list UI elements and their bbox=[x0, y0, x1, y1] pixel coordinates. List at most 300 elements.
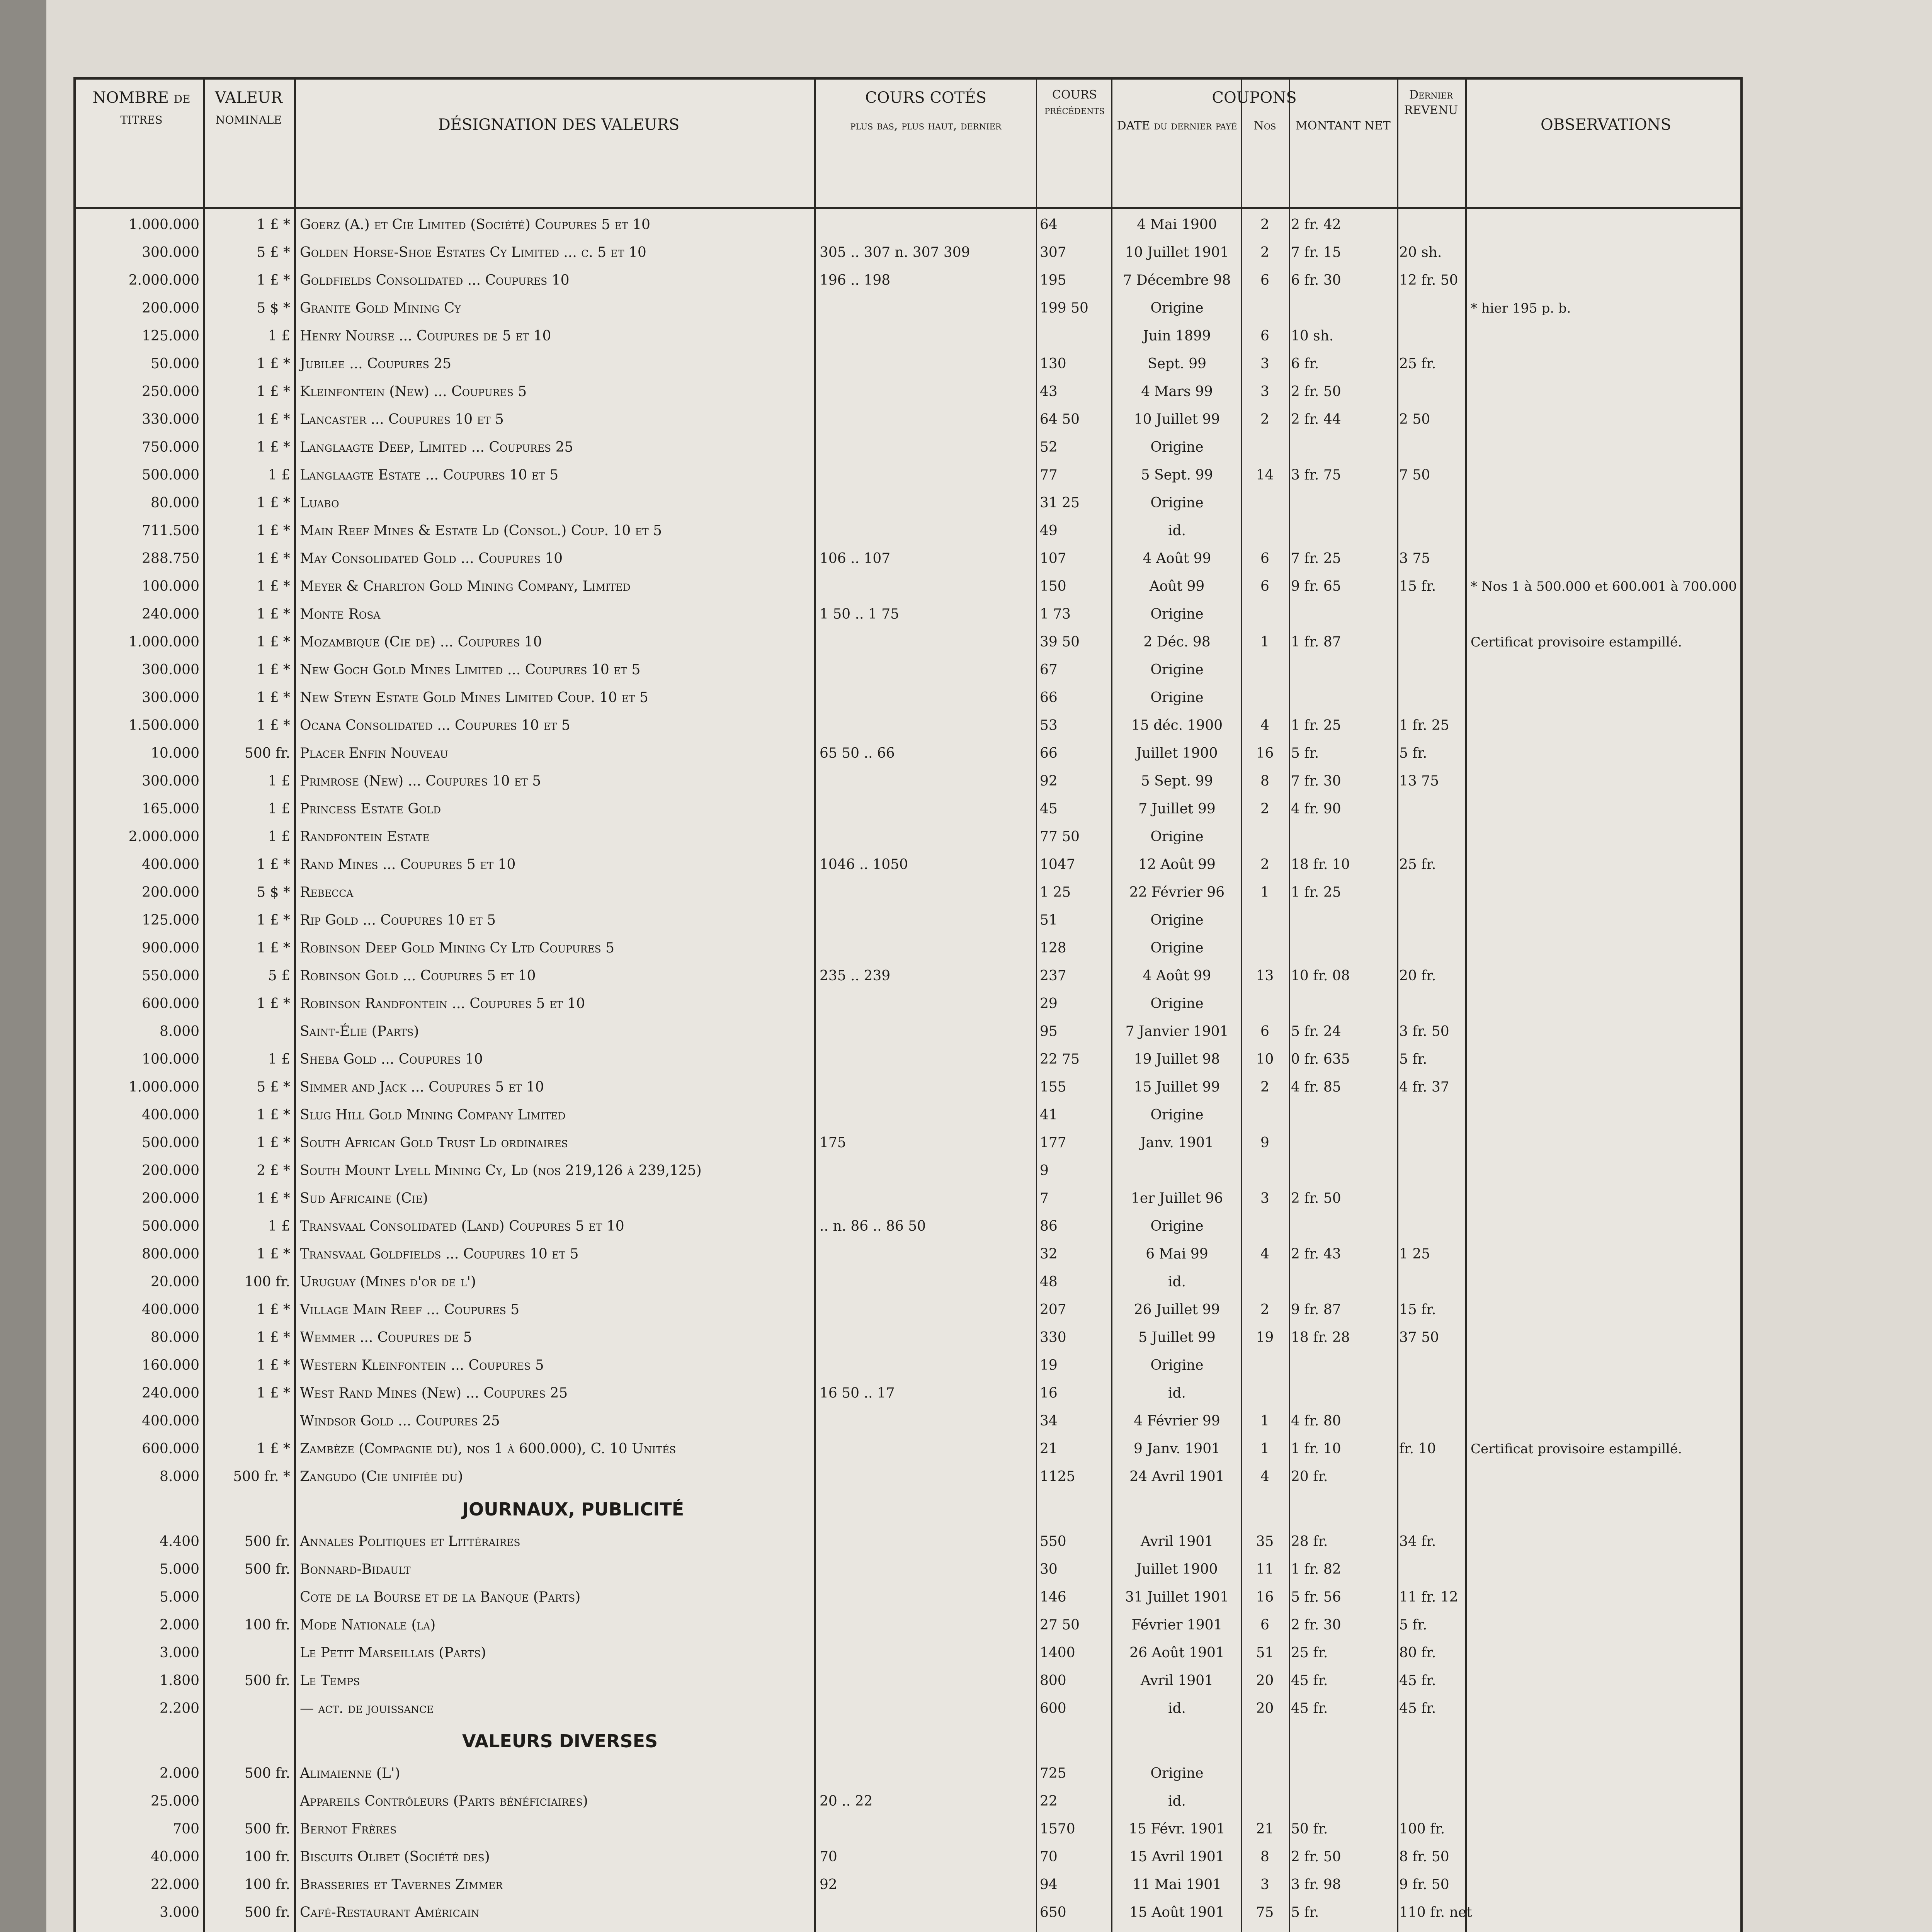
nombre-cell: 400.000 bbox=[142, 857, 199, 872]
header-montant: MONTANT NET bbox=[1296, 119, 1391, 133]
section-heading bbox=[76, 1491, 1740, 1528]
cours-precedent-cell: 237 bbox=[1040, 968, 1066, 984]
table-row bbox=[76, 906, 1740, 934]
coupon-montant-cell: 3 fr. 98 bbox=[1291, 1877, 1341, 1893]
table-row bbox=[76, 712, 1740, 740]
valeur-cell: 5 £ bbox=[268, 968, 290, 984]
designation-cell: Alimaienne (L') bbox=[300, 1765, 400, 1781]
designation-cell: Monte Rosa bbox=[300, 606, 381, 622]
designation-cell: Robinson Gold ... Coupures 5 et 10 bbox=[300, 968, 536, 984]
table-row bbox=[76, 934, 1740, 962]
coupon-numero-cell: 14 bbox=[1256, 467, 1274, 483]
designation-cell: Lancaster ... Coupures 10 et 5 bbox=[300, 412, 504, 427]
valeur-cell: 5 £ * bbox=[257, 245, 290, 260]
coupon-numero-cell: 3 bbox=[1260, 1190, 1269, 1206]
nombre-cell: 400.000 bbox=[142, 1413, 199, 1429]
nombre-cell: 160.000 bbox=[142, 1357, 199, 1373]
table-row bbox=[76, 267, 1740, 294]
table-row bbox=[76, 1583, 1740, 1611]
cours-precedent-cell: 29 bbox=[1040, 996, 1058, 1012]
table-row bbox=[76, 1695, 1740, 1723]
coupon-date-cell: Août 99 bbox=[1149, 578, 1205, 594]
designation-cell: Biscuits Olibet (Société des) bbox=[300, 1849, 490, 1865]
coupon-date-cell: 2 Déc. 98 bbox=[1143, 634, 1211, 650]
revenu-cell: 34 fr. bbox=[1399, 1534, 1436, 1549]
coupon-montant-cell: 7 fr. 15 bbox=[1291, 245, 1341, 260]
table-row bbox=[76, 1352, 1740, 1379]
designation-cell: Mozambique (Cie de) ... Coupures 10 bbox=[300, 634, 542, 650]
nombre-cell: 10.000 bbox=[151, 745, 199, 761]
coupon-date-cell: Juillet 1900 bbox=[1136, 1561, 1218, 1577]
designation-cell: Randfontein Estate bbox=[300, 829, 430, 845]
coupon-date-cell: 31 Juillet 1901 bbox=[1125, 1589, 1229, 1605]
revenu-cell: 7 50 bbox=[1399, 467, 1430, 483]
table-row bbox=[76, 1185, 1740, 1213]
nombre-cell: 288.750 bbox=[142, 551, 199, 566]
coupon-numero-cell: 13 bbox=[1256, 968, 1274, 984]
table-row bbox=[76, 1611, 1740, 1639]
valeur-cell: 1 £ bbox=[268, 1218, 290, 1234]
cours-cotes-cell: 235 .. 239 bbox=[820, 968, 891, 984]
nombre-cell: 900.000 bbox=[142, 940, 199, 956]
coupon-date-cell: 15 Févr. 1901 bbox=[1129, 1821, 1225, 1837]
table-row bbox=[76, 1379, 1740, 1407]
table-row bbox=[76, 990, 1740, 1018]
cours-precedent-cell: 32 bbox=[1040, 1246, 1058, 1262]
cours-cotes-cell: 305 .. 307 n. 307 309 bbox=[820, 245, 970, 260]
coupon-date-cell: 15 Juillet 99 bbox=[1134, 1079, 1220, 1095]
valeur-cell: 1 £ * bbox=[257, 634, 290, 650]
coupon-date-cell: 26 Août 1901 bbox=[1129, 1645, 1225, 1661]
revenu-cell: 3 75 bbox=[1399, 551, 1430, 566]
coupon-numero-cell: 51 bbox=[1256, 1645, 1274, 1661]
coupon-date-cell: Origine bbox=[1150, 1107, 1204, 1123]
table-row bbox=[76, 851, 1740, 879]
table-row bbox=[76, 1639, 1740, 1667]
cours-precedent-cell: 16 bbox=[1040, 1385, 1058, 1401]
coupon-numero-cell: 2 bbox=[1260, 801, 1269, 817]
valeur-cell: 500 fr. bbox=[244, 1534, 290, 1549]
table-row bbox=[76, 517, 1740, 545]
nombre-cell: 200.000 bbox=[142, 300, 199, 316]
valeur-cell: 1 £ * bbox=[257, 690, 290, 706]
table-row bbox=[76, 545, 1740, 573]
table-row bbox=[76, 1843, 1740, 1871]
nombre-cell: 300.000 bbox=[142, 690, 199, 706]
coupon-numero-cell: 2 bbox=[1260, 412, 1269, 427]
coupon-date-cell: 9 Janv. 1901 bbox=[1134, 1441, 1220, 1457]
coupon-numero-cell: 2 bbox=[1260, 1079, 1269, 1095]
nombre-cell: 711.500 bbox=[142, 523, 199, 539]
coupon-date-cell: id. bbox=[1168, 1385, 1186, 1401]
valeur-cell: 5 $ * bbox=[257, 300, 290, 316]
cours-precedent-cell: 31 25 bbox=[1040, 495, 1080, 511]
coupon-date-cell: id. bbox=[1168, 1274, 1186, 1290]
table-row bbox=[76, 1296, 1740, 1324]
coupon-montant-cell: 9 fr. 87 bbox=[1291, 1302, 1341, 1318]
coupon-montant-cell: 45 fr. bbox=[1291, 1673, 1328, 1689]
valeur-cell: 1 £ * bbox=[257, 1246, 290, 1262]
nombre-cell: 50.000 bbox=[151, 356, 199, 372]
valeur-cell: 5 £ * bbox=[257, 1079, 290, 1095]
valeur-cell: 1 £ * bbox=[257, 1385, 290, 1401]
diverses-group bbox=[76, 1760, 1740, 1932]
table-row bbox=[76, 211, 1740, 239]
designation-cell: West Rand Mines (New) ... Coupures 25 bbox=[300, 1385, 568, 1401]
table-row bbox=[76, 1871, 1740, 1899]
coupon-date-cell: 24 Avril 1901 bbox=[1129, 1469, 1225, 1485]
revenu-cell: 37 50 bbox=[1399, 1330, 1439, 1345]
coupon-date-cell: id. bbox=[1168, 1793, 1186, 1809]
designation-cell: Langlaagte Estate ... Coupures 10 et 5 bbox=[300, 467, 559, 483]
revenu-cell: 20 fr. bbox=[1399, 968, 1436, 984]
cours-cotes-cell: .. n. 86 .. 86 50 bbox=[820, 1218, 926, 1234]
coupon-date-cell: 11 Mai 1901 bbox=[1132, 1877, 1222, 1893]
cours-precedent-cell: 48 bbox=[1040, 1274, 1058, 1290]
cours-precedent-cell: 66 bbox=[1040, 690, 1058, 706]
coupon-date-cell: 4 Août 99 bbox=[1143, 968, 1211, 984]
cours-precedent-cell: 77 50 bbox=[1040, 829, 1080, 845]
designation-cell: Kleinfontein (New) ... Coupures 5 bbox=[300, 384, 527, 400]
coupon-montant-cell: 6 fr. 30 bbox=[1291, 272, 1341, 288]
coupon-montant-cell: 4 fr. 85 bbox=[1291, 1079, 1341, 1095]
coupon-date-cell: id. bbox=[1168, 1701, 1186, 1716]
table-row bbox=[76, 740, 1740, 767]
table-row bbox=[76, 378, 1740, 406]
designation-cell: — act. de jouissance bbox=[300, 1701, 434, 1716]
designation-cell: Golden Horse-Shoe Estates Cy Limited ... c. 5 et 10 bbox=[300, 245, 646, 260]
table-row bbox=[76, 489, 1740, 517]
coupon-montant-cell: 4 fr. 90 bbox=[1291, 801, 1341, 817]
coupon-date-cell: 7 Juillet 99 bbox=[1138, 801, 1216, 817]
coupon-date-cell: Juin 1899 bbox=[1143, 328, 1211, 344]
table-header bbox=[76, 80, 1740, 209]
designation-cell: Robinson Deep Gold Mining Cy Ltd Coupures 5 bbox=[300, 940, 615, 956]
valeur-cell: 1 £ bbox=[268, 467, 290, 483]
table-row bbox=[76, 767, 1740, 795]
table-row bbox=[76, 434, 1740, 461]
coupon-numero-cell: 4 bbox=[1260, 718, 1269, 733]
header-coupons: COUPONS bbox=[1212, 89, 1297, 107]
designation-cell: New Steyn Estate Gold Mines Limited Coup. 10 et 5 bbox=[300, 690, 648, 706]
cours-cotes-cell: 1046 .. 1050 bbox=[820, 857, 908, 872]
cours-precedent-cell: 43 bbox=[1040, 384, 1058, 400]
coupon-date-cell: Origine bbox=[1150, 495, 1204, 511]
coupon-numero-cell: 2 bbox=[1260, 1302, 1269, 1318]
header-cours-precedents: COURS précédents bbox=[1044, 88, 1105, 117]
coupon-numero-cell: 6 bbox=[1260, 1024, 1269, 1039]
coupon-montant-cell: 1 fr. 87 bbox=[1291, 634, 1341, 650]
cours-cotes-cell: 70 bbox=[820, 1849, 837, 1865]
nombre-cell: 400.000 bbox=[142, 1107, 199, 1123]
coupon-date-cell: 26 Juillet 99 bbox=[1134, 1302, 1220, 1318]
coupon-date-cell: Avril 1901 bbox=[1140, 1534, 1214, 1549]
revenu-cell: 12 fr. 50 bbox=[1399, 272, 1458, 288]
coupon-montant-cell: 2 fr. 50 bbox=[1291, 1849, 1341, 1865]
coupon-date-cell: 10 Juillet 99 bbox=[1134, 412, 1220, 427]
coupon-date-cell: Origine bbox=[1150, 1218, 1204, 1234]
revenu-cell: 100 fr. bbox=[1399, 1821, 1445, 1837]
nombre-cell: 80.000 bbox=[151, 495, 199, 511]
cours-precedent-cell: 1047 bbox=[1040, 857, 1075, 872]
cours-precedent-cell: 64 bbox=[1040, 217, 1058, 233]
table-row bbox=[76, 795, 1740, 823]
designation-cell: Zambèze (Compagnie du), nos 1 à 600.000), C. 10 Unités bbox=[300, 1441, 676, 1457]
coupon-date-cell: Origine bbox=[1150, 662, 1204, 678]
valeur-cell: 1 £ * bbox=[257, 1135, 290, 1151]
nombre-cell: 300.000 bbox=[142, 773, 199, 789]
revenu-cell: 3 fr. 50 bbox=[1399, 1024, 1449, 1039]
designation-cell: Placer Enfin Nouveau bbox=[300, 745, 448, 761]
designation-cell: May Consolidated Gold ... Coupures 10 bbox=[300, 551, 563, 566]
nombre-cell: 1.500.000 bbox=[128, 718, 199, 733]
coupon-date-cell: Origine bbox=[1150, 1765, 1204, 1781]
cours-precedent-cell bbox=[1040, 1927, 1109, 1932]
valeur-cell: 1 £ * bbox=[257, 606, 290, 622]
coupon-date-cell: 15 déc. 1900 bbox=[1131, 718, 1223, 733]
coupon-montant-cell: 5 fr. 56 bbox=[1291, 1589, 1341, 1605]
cours-precedent-cell: 53 bbox=[1040, 718, 1058, 733]
designation-cell: Village Main Reef ... Coupures 5 bbox=[300, 1302, 520, 1318]
cours-precedent-cell: 19 bbox=[1040, 1357, 1058, 1373]
nombre-cell: 2.000 bbox=[159, 1765, 199, 1781]
nombre-cell: 22.000 bbox=[151, 1877, 199, 1893]
coupon-date-cell: Origine bbox=[1150, 1357, 1204, 1373]
nombre-cell: 240.000 bbox=[142, 1385, 199, 1401]
coupon-montant-cell: 28 fr. bbox=[1291, 1534, 1328, 1549]
designation-cell: Ocana Consolidated ... Coupures 10 et 5 bbox=[300, 718, 570, 733]
revenu-cell: 80 fr. bbox=[1399, 1645, 1436, 1661]
revenu-cell: 11 fr. 12 bbox=[1399, 1589, 1458, 1605]
cours-precedent-cell: 650 bbox=[1040, 1905, 1066, 1920]
table-row bbox=[76, 1407, 1740, 1435]
nombre-cell: 2.200 bbox=[159, 1701, 199, 1716]
nombre-cell: 8.000 bbox=[159, 1469, 199, 1485]
cours-precedent-cell: 27 50 bbox=[1040, 1617, 1080, 1633]
coupon-date-cell: Origine bbox=[1150, 829, 1204, 845]
coupon-numero-cell: 16 bbox=[1256, 1589, 1274, 1605]
cours-precedent-cell: 70 bbox=[1040, 1849, 1058, 1865]
table-row bbox=[76, 1268, 1740, 1296]
designation-cell: South African Gold Trust Ld ordinaires bbox=[300, 1135, 568, 1151]
designation-cell: Mode Nationale (la) bbox=[300, 1617, 436, 1633]
table-row bbox=[76, 1018, 1740, 1046]
table-row bbox=[76, 1667, 1740, 1695]
cours-precedent-cell: 66 bbox=[1040, 745, 1058, 761]
coupon-date-cell: 5 Sept. 99 bbox=[1141, 467, 1213, 483]
designation-cell: Meyer & Charlton Gold Mining Company, Limited bbox=[300, 578, 631, 594]
coupon-date-cell: Origine bbox=[1150, 940, 1204, 956]
coupon-numero-cell: 4 bbox=[1260, 1469, 1269, 1485]
cours-precedent-cell: 86 bbox=[1040, 1218, 1058, 1234]
cours-precedent-cell: 725 bbox=[1040, 1765, 1066, 1781]
coupon-numero-cell: 75 bbox=[1256, 1905, 1274, 1920]
revenu-cell: 45 fr. bbox=[1399, 1701, 1436, 1716]
nombre-cell: 4.400 bbox=[159, 1534, 199, 1549]
cours-precedent-cell: 52 bbox=[1040, 439, 1058, 455]
coupon-montant-cell: 5 fr. 24 bbox=[1291, 1024, 1341, 1039]
coupon-numero-cell: 1 bbox=[1260, 1441, 1269, 1457]
coupon-montant-cell: 3 fr. 75 bbox=[1291, 467, 1341, 483]
coupon-numero-cell: 3 bbox=[1260, 384, 1269, 400]
table-row bbox=[76, 656, 1740, 684]
nombre-cell: 125.000 bbox=[142, 912, 199, 928]
nombre-cell: 100.000 bbox=[142, 578, 199, 594]
designation-cell: Princess Estate Gold bbox=[300, 801, 441, 817]
binding-gutter bbox=[0, 0, 46, 1932]
nombre-cell: 25.000 bbox=[151, 1793, 199, 1809]
designation-cell: New Goch Gold Mines Limited ... Coupures 10 et 5 bbox=[300, 662, 641, 678]
revenu-cell: 15 fr. bbox=[1399, 578, 1436, 594]
coupon-numero-cell: 2 bbox=[1260, 217, 1269, 233]
designation-cell: Café-Restaurant Américain bbox=[300, 1905, 480, 1920]
cours-cotes-cell: 92 bbox=[820, 1877, 837, 1893]
stock-listing-page bbox=[73, 77, 1743, 1932]
coupon-montant-cell bbox=[1291, 1927, 1395, 1932]
coupon-montant-cell: 2 fr. 42 bbox=[1291, 217, 1341, 233]
valeur-cell: 100 fr. bbox=[244, 1274, 290, 1290]
cours-precedent-cell: 195 bbox=[1040, 272, 1066, 288]
coupon-numero-cell: 1 bbox=[1260, 1413, 1269, 1429]
cours-cotes-cell: 1 50 .. 1 75 bbox=[820, 606, 900, 622]
valeur-cell: 1 £ * bbox=[257, 1357, 290, 1373]
coupon-date-cell bbox=[1115, 1927, 1239, 1932]
cours-precedent-cell: 92 bbox=[1040, 773, 1058, 789]
designation-cell: Rebecca bbox=[300, 884, 354, 900]
nombre-cell: 165.000 bbox=[142, 801, 199, 817]
coupon-numero-cell: 6 bbox=[1260, 272, 1269, 288]
nombre-cell: 700 bbox=[173, 1821, 199, 1837]
cours-precedent-cell: 1125 bbox=[1040, 1469, 1075, 1485]
coupon-date-cell: Janv. 1901 bbox=[1140, 1135, 1214, 1151]
valeur-cell: 1 £ * bbox=[257, 1441, 290, 1457]
cours-precedent-cell: 307 bbox=[1040, 245, 1066, 260]
coupon-date-cell: 7 Janvier 1901 bbox=[1125, 1024, 1229, 1039]
cours-precedent-cell: 1570 bbox=[1040, 1821, 1075, 1837]
coupon-date-cell: 15 Avril 1901 bbox=[1129, 1849, 1225, 1865]
header-nombre: NOMBRE de titres bbox=[92, 89, 190, 128]
cours-precedent-cell: 800 bbox=[1040, 1673, 1066, 1689]
section-journaux-title: JOURNAUX, PUBLICITÉ bbox=[462, 1499, 684, 1520]
revenu-cell: 5 fr. bbox=[1399, 1051, 1427, 1067]
valeur-cell: 100 fr. bbox=[244, 1849, 290, 1865]
nombre-cell: 2.000 bbox=[159, 1617, 199, 1633]
coupon-date-cell: Origine bbox=[1150, 996, 1204, 1012]
cours-precedent-cell: 155 bbox=[1040, 1079, 1066, 1095]
coupon-montant-cell: 10 fr. 08 bbox=[1291, 968, 1350, 984]
cours-precedent-cell: 107 bbox=[1040, 551, 1066, 566]
coupon-numero-cell: 8 bbox=[1260, 773, 1269, 789]
valeur-cell: 1 £ * bbox=[257, 272, 290, 288]
coupon-numero-cell: 6 bbox=[1260, 551, 1269, 566]
designation-cell: Sud Africaine (Cie) bbox=[300, 1190, 428, 1206]
header-valeur: VALEUR nominale bbox=[215, 89, 282, 128]
table-row bbox=[76, 879, 1740, 906]
designation-cell: Le Temps bbox=[300, 1673, 360, 1689]
table-row bbox=[76, 1073, 1740, 1101]
coupon-date-cell: Origine bbox=[1150, 690, 1204, 706]
coupon-date-cell: Juillet 1900 bbox=[1136, 745, 1218, 761]
coupon-date-cell: 4 Février 99 bbox=[1134, 1413, 1220, 1429]
nombre-cell: 750.000 bbox=[142, 439, 199, 455]
coupon-montant-cell: 1 fr. 25 bbox=[1291, 884, 1341, 900]
valeur-cell: 500 fr. bbox=[244, 1765, 290, 1781]
nombre-cell: 5.000 bbox=[159, 1589, 199, 1605]
coupon-date-cell: 4 Mars 99 bbox=[1141, 384, 1213, 400]
coupon-numero-cell: 3 bbox=[1260, 356, 1269, 372]
coupon-date-cell: Avril 1901 bbox=[1140, 1673, 1214, 1689]
nombre-cell: 2.000.000 bbox=[128, 829, 199, 845]
valeur-cell: 1 £ * bbox=[257, 384, 290, 400]
cours-cotes-cell: 16 50 .. 17 bbox=[820, 1385, 895, 1401]
cours-cotes-cell: 65 50 .. 66 bbox=[820, 745, 895, 761]
table-row bbox=[76, 406, 1740, 434]
valeur-cell: 1 £ * bbox=[257, 1107, 290, 1123]
table-row bbox=[76, 1129, 1740, 1157]
coupon-montant-cell: 1 fr. 82 bbox=[1291, 1561, 1341, 1577]
nombre-cell: 8.000 bbox=[159, 1024, 199, 1039]
coupon-montant-cell: 50 fr. bbox=[1291, 1821, 1328, 1837]
designation-cell: Transvaal Consolidated (Land) Coupures 5 et 10 bbox=[300, 1218, 624, 1234]
valeur-cell: 1 £ * bbox=[257, 718, 290, 733]
revenu-cell: 5 fr. bbox=[1399, 745, 1427, 761]
observation-cell: * hier 195 p. b. bbox=[1471, 301, 1571, 316]
nombre-cell bbox=[83, 1927, 199, 1932]
valeur-cell: 1 £ * bbox=[257, 578, 290, 594]
coupon-date-cell: Origine bbox=[1150, 606, 1204, 622]
cours-precedent-cell: 1 73 bbox=[1040, 606, 1071, 622]
table-row bbox=[76, 1157, 1740, 1185]
designation-cell: Cote de la Bourse et de la Banque (Parts) bbox=[300, 1589, 581, 1605]
header-revenu: Dernier REVENU bbox=[1404, 88, 1458, 117]
designation-cell: Main Reef Mines & Estate Ld (Consol.) Coup. 10 et 5 bbox=[300, 523, 662, 539]
valeur-cell: 5 $ * bbox=[257, 884, 290, 900]
cours-precedent-cell: 177 bbox=[1040, 1135, 1066, 1151]
valeur-cell: 500 fr. bbox=[244, 1821, 290, 1837]
coupon-montant-cell: 2 fr. 50 bbox=[1291, 384, 1341, 400]
designation-cell: Annales Politiques et Littéraires bbox=[300, 1534, 520, 1549]
nombre-cell: 200.000 bbox=[142, 884, 199, 900]
cours-precedent-cell: 39 50 bbox=[1040, 634, 1080, 650]
nombre-cell: 1.000.000 bbox=[128, 1079, 199, 1095]
revenu-cell: 110 fr. net bbox=[1399, 1905, 1472, 1920]
table-row bbox=[76, 1528, 1740, 1556]
table-row bbox=[76, 1213, 1740, 1240]
header-date: DATE du dernier payé bbox=[1117, 119, 1237, 133]
coupon-date-cell: 6 Mai 99 bbox=[1146, 1246, 1208, 1262]
coupon-date-cell: 5 Sept. 99 bbox=[1141, 773, 1213, 789]
nombre-cell: 500.000 bbox=[142, 1135, 199, 1151]
cours-precedent-cell: 22 75 bbox=[1040, 1051, 1080, 1067]
revenu-cell: 1 25 bbox=[1399, 1246, 1430, 1262]
cours-precedent-cell: 146 bbox=[1040, 1589, 1066, 1605]
nombre-cell: 330.000 bbox=[142, 412, 199, 427]
table-row bbox=[76, 962, 1740, 990]
valeur-cell: 1 £ * bbox=[257, 356, 290, 372]
nombre-cell: 240.000 bbox=[142, 606, 199, 622]
table-row bbox=[76, 1899, 1740, 1927]
valeur-cell: 1 £ bbox=[268, 801, 290, 817]
valeur-cell: 1 £ bbox=[268, 328, 290, 344]
table-row bbox=[76, 322, 1740, 350]
valeur-cell: 1 £ bbox=[268, 829, 290, 845]
table-row bbox=[76, 600, 1740, 628]
coupon-numero-cell: 6 bbox=[1260, 328, 1269, 344]
coupon-numero-cell: 1 bbox=[1260, 884, 1269, 900]
designation-cell: Sheba Gold ... Coupures 10 bbox=[300, 1051, 483, 1067]
coupon-date-cell: Origine bbox=[1150, 912, 1204, 928]
valeur-cell: 1 £ * bbox=[257, 996, 290, 1012]
